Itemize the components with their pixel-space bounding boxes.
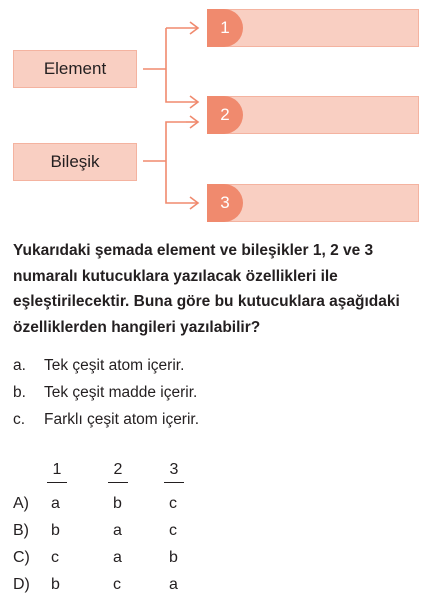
column-header-2: 2 bbox=[108, 461, 128, 483]
matching-diagram bbox=[0, 0, 427, 230]
choice-value-2: a bbox=[113, 549, 122, 566]
answer-choice-c[interactable] bbox=[13, 549, 213, 571]
choice-value-3: c bbox=[169, 495, 177, 512]
choice-value-2: b bbox=[113, 495, 122, 512]
target-number-3: 3 bbox=[207, 184, 243, 222]
choice-letter: B) bbox=[13, 522, 29, 539]
target-number-1: 1 bbox=[207, 9, 243, 47]
choice-value-2: c bbox=[113, 576, 121, 593]
statement-a bbox=[13, 356, 184, 376]
column-header-1: 1 bbox=[47, 461, 67, 483]
statement-text: Farklı çeşit atom içerir. bbox=[44, 411, 200, 428]
choice-value-1: a bbox=[51, 495, 60, 512]
statement-text: Tek çeşit madde içerir. bbox=[44, 384, 198, 401]
column-header-3: 3 bbox=[164, 461, 184, 483]
statement-c bbox=[13, 410, 199, 430]
element-box: Element bbox=[13, 50, 137, 88]
statement-letter: a. bbox=[13, 357, 26, 374]
choice-value-1: b bbox=[51, 576, 60, 593]
choice-value-3: a bbox=[169, 576, 178, 593]
statement-letter: c. bbox=[13, 411, 26, 428]
statement-text: Tek çeşit atom içerir. bbox=[44, 357, 185, 374]
choice-letter: A) bbox=[13, 495, 29, 512]
statement-b bbox=[13, 383, 197, 403]
compound-box: Bileşik bbox=[13, 143, 137, 181]
choice-letter: D) bbox=[13, 576, 30, 593]
answer-choice-a[interactable] bbox=[13, 495, 213, 517]
choice-value-3: b bbox=[169, 549, 178, 566]
choice-value-3: c bbox=[169, 522, 177, 539]
target-number-2: 2 bbox=[207, 96, 243, 134]
choice-letter: C) bbox=[13, 549, 30, 566]
choice-value-1: c bbox=[51, 549, 59, 566]
choice-value-2: a bbox=[113, 522, 122, 539]
answer-choice-b[interactable] bbox=[13, 522, 213, 544]
answer-choice-d[interactable] bbox=[13, 576, 213, 598]
choice-value-1: b bbox=[51, 522, 60, 539]
statement-letter: b. bbox=[13, 384, 26, 401]
question-text: Yukarıdaki şemada element ve bileşikler 1, 2 ve 3 numaralı kutucuklara yazılacak özellikleri ile eşleştirilecektir. Buna göre bu kutucuklara aşağıdaki özelliklerden hangileri yazılabilir? bbox=[13, 242, 400, 336]
